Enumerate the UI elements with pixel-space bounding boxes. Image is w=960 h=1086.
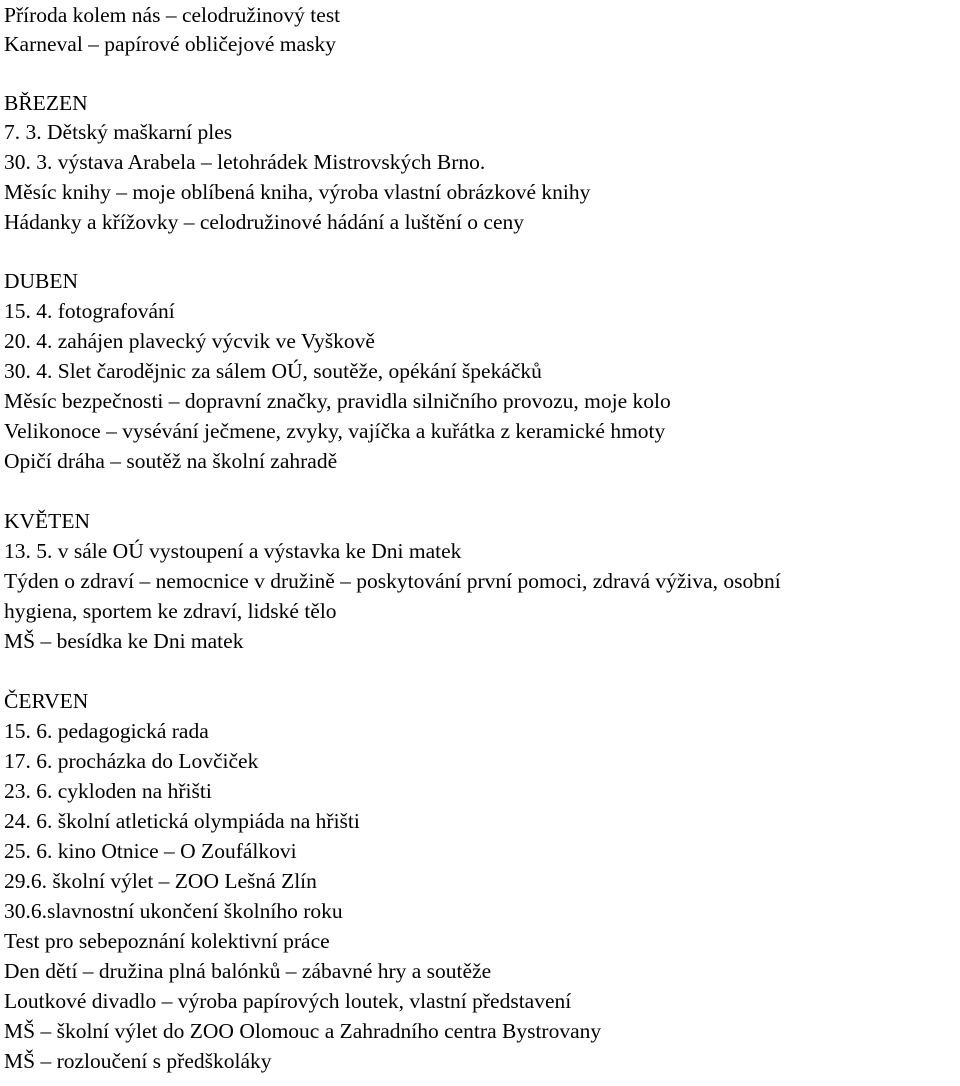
text-line: Loutkové divadlo – výroba papírových loutek, vlastní představení xyxy=(4,989,572,1013)
text-line: MŠ – rozloučení s předškoláky xyxy=(4,1049,272,1073)
month-heading: DUBEN xyxy=(4,269,79,293)
text-line: MŠ – besídka ke Dni matek xyxy=(4,629,244,653)
text-line: 30. 3. výstava Arabela – letohrádek Mistrovských Brno. xyxy=(4,150,486,174)
text-line: MŠ – školní výlet do ZOO Olomouc a Zahradního centra Bystrovany xyxy=(4,1019,602,1043)
text-line: Velikonoce – vysévání ječmene, zvyky, vajíčka a kuřátka z keramické hmoty xyxy=(4,419,666,443)
text-line: Příroda kolem nás – celodružinový test xyxy=(4,3,341,27)
text-line: 20. 4. zahájen plavecký výcvik ve Vyškově xyxy=(4,329,375,353)
text-line: Opičí dráha – soutěž na školní zahradě xyxy=(4,449,338,473)
month-heading: ČERVEN xyxy=(4,689,89,713)
text-line: 7. 3. Dětský maškarní ples xyxy=(4,120,233,144)
text-line: Den dětí – družina plná balónků – zábavné hry a soutěže xyxy=(4,959,492,983)
text-line: Měsíc bezpečnosti – dopravní značky, pravidla silničního provozu, moje kolo xyxy=(4,389,671,413)
text-line: Měsíc knihy – moje oblíbená kniha, výroba vlastní obrázkové knihy xyxy=(4,180,591,204)
text-line: 30. 4. Slet čarodějnic za sálem OÚ, soutěže, opékání špekáčků xyxy=(4,359,542,383)
text-line: hygiena, sportem ke zdraví, lidské tělo xyxy=(4,599,337,623)
text-line: 25. 6. kino Otnice – O Zoufálkovi xyxy=(4,839,297,863)
text-line: 30.6.slavnostní ukončení školního roku xyxy=(4,899,343,923)
text-line: 29.6. školní výlet – ZOO Lešná Zlín xyxy=(4,869,317,893)
month-heading: BŘEZEN xyxy=(4,91,88,115)
text-line: 17. 6. procházka do Lovčiček xyxy=(4,749,259,773)
text-line: Karneval – papírové obličejové masky xyxy=(4,32,336,56)
month-heading: KVĚTEN xyxy=(4,509,90,533)
text-line: Test pro sebepoznání kolektivní práce xyxy=(4,929,330,953)
text-line: Týden o zdraví – nemocnice v družině – poskytování první pomoci, zdravá výživa, osobní xyxy=(4,569,781,593)
text-line: 23. 6. cykloden na hřišti xyxy=(4,779,212,803)
text-line: 15. 6. pedagogická rada xyxy=(4,719,209,743)
text-line: 15. 4. fotografování xyxy=(4,299,175,323)
text-line: 13. 5. v sále OÚ vystoupení a výstavka ke Dni matek xyxy=(4,539,462,563)
text-line: Hádanky a křížovky – celodružinové hádání a luštění o ceny xyxy=(4,210,524,234)
text-line: 24. 6. školní atletická olympiáda na hřišti xyxy=(4,809,360,833)
